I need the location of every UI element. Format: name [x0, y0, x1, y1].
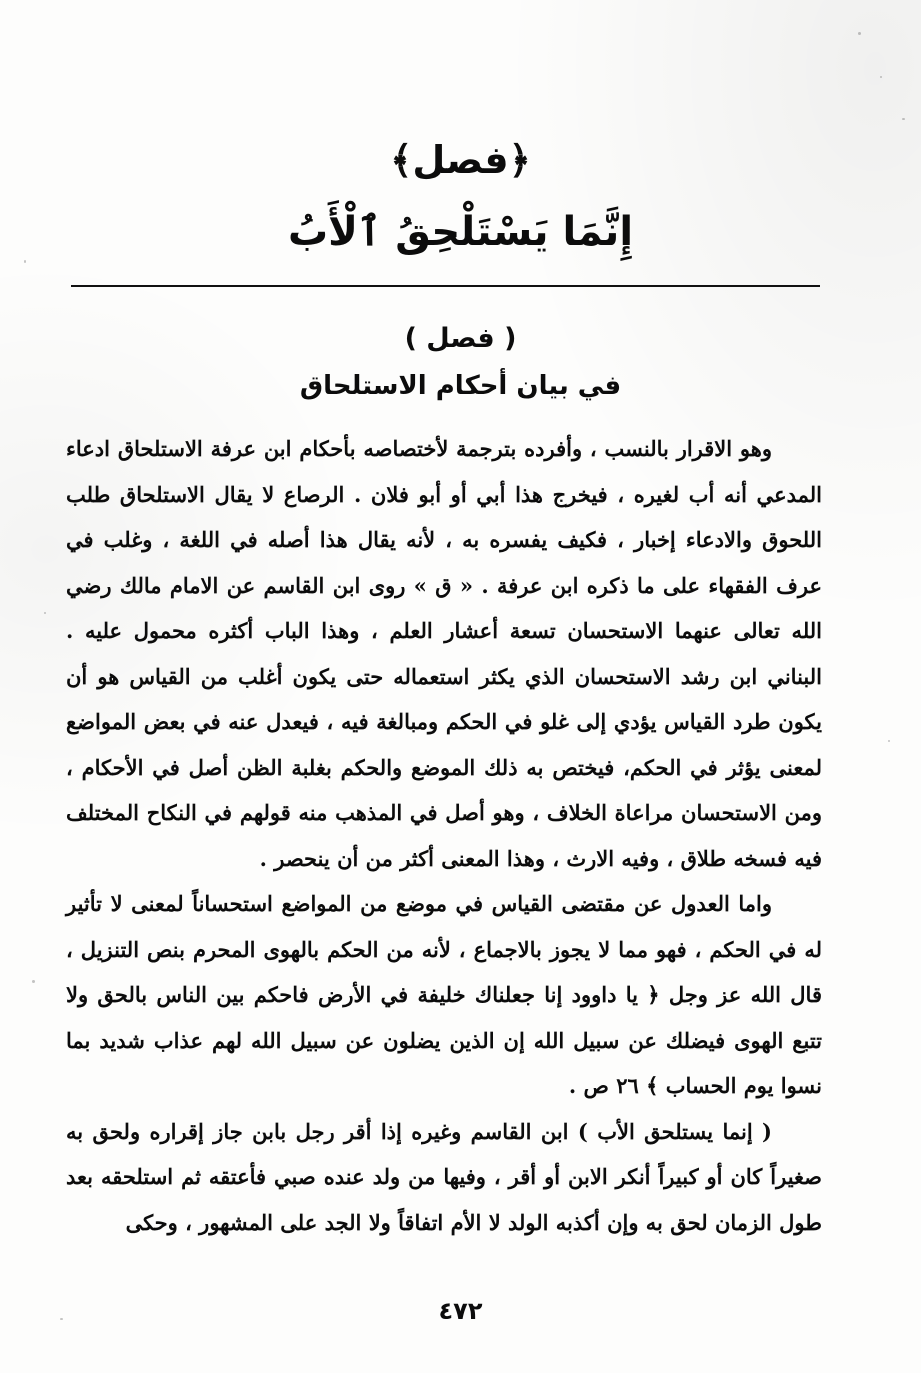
scan-speck: [32, 980, 35, 983]
paragraph: واما العدول عن مقتضى القياس في موضع من المواضع استحساناً لمعنى لا تأثير له في الحكم ، فهو مما لا يجوز بالاجماع ، لأنه من الحكم بالهوى المحرم بنص التنزيل ، قال الله عز وجل ﴿ يا داوود إنا جعلناك خليفة في الأرض فاحكم بين الناس بالحق ولا تتبع الهوى فيضلك عن سبيل الله إن الذين يضلون عن سبيل الله لهم عذاب شديد بما نسوا يوم الحساب ﴾ ٢٦ ص .: [66, 891, 822, 1098]
paragraph: وهو الاقرار بالنسب ، وأفرده بترجمة لأختصاصه بأحكام ابن عرفة الاستلحاق ادعاء المدعي أنه أب لغيره ، فيخرج هذا أبي أو أبو فلان . الرصاع لا يقال الاستلحاق طلب اللحوق والادعاء إخبار ، فكيف يفسره به ، لأنه يقال هذا أصله في اللغة ، وغلب في عرف الفقهاء على ما ذكره ابن عرفة . « ق » روى ابن القاسم عن الامام مالك رضي الله تعالى عنهما الاستحسان تسعة أعشار العلم ، وهذا الباب أكثره محمول عليه . البناني ابن رشد الاستحسان الذي يكثر استعماله حتى يكون أغلب من القياس هو أن يكون طرد القياس يؤدي إلى غلو في الحكم ومبالغة فيه ، فيعدل عنه في بعض المواضع لمعنى يؤثر في الحكم، فيختص به ذلك الموضع والحكم بغلبة الظن أصل في الأحكام ، ومن الاستحسان مراعاة الخلاف ، وهو أصل في المذهب منه قولهم في النكاح المختلف فيه فسخه طلاق ، وفيه الارث ، وهذا المعنى أكثر من أن ينحصر .: [66, 436, 822, 871]
section-title: في بيان أحكام الاستلحاق: [299, 371, 622, 401]
scan-speck: [858, 32, 861, 35]
chapter-title: إِنَّمَا يَسْتَلْحِقُ ٱلْأَبُ: [287, 209, 634, 255]
fasl-heading: ﴿فصل﴾: [390, 138, 531, 182]
header-divider: [71, 285, 820, 287]
scan-speck: [880, 76, 882, 78]
scan-speck: [24, 260, 26, 263]
page-number: ٤٧٢: [438, 1297, 483, 1325]
scan-speck: [888, 740, 890, 742]
scan-speck: [902, 118, 905, 120]
body-text: [66, 426, 822, 1245]
paragraph: ( إنما يستلحق الأب ) ابن القاسم وغيره إذا أقر رجل بابن جاز إقراره ولحق به صغيراً كان أو كبيراً أنكر الابن أو أقر ، وفيها من ولد عنده صبي فأعتقه ثم استلحقه بعد طول الزمان لحق به وإن أكذبه الولد لا الأم اتفاقاً ولا الجد على المشهور ، وحكى: [66, 1118, 822, 1235]
section-fasl-label: ( فصل ): [404, 323, 517, 354]
scan-speck: [44, 612, 46, 614]
